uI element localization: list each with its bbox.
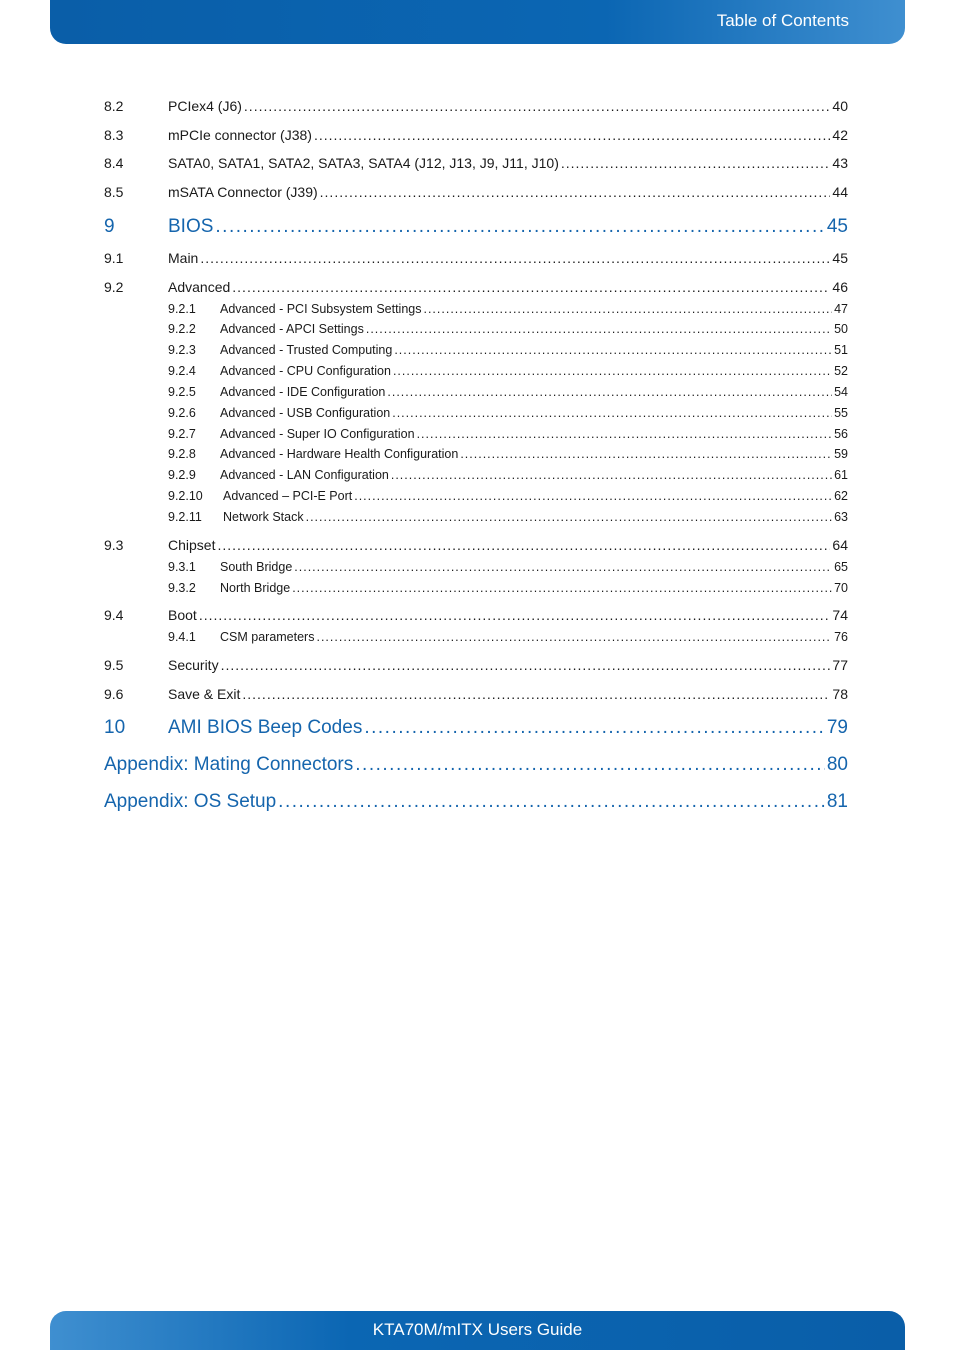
toc-title: Advanced - Hardware Health Configuration — [220, 447, 459, 461]
toc-page: 62 — [834, 489, 848, 503]
toc-entry-9-2-6[interactable] — [104, 406, 848, 420]
dot-leader — [199, 607, 831, 623]
toc-title: Advanced - IDE Configuration — [220, 385, 386, 399]
toc-number: 9.3 — [104, 537, 124, 553]
dot-leader — [393, 364, 832, 378]
footer-title: KTA70M/mITX Users Guide — [372, 1320, 583, 1339]
footer-bar — [50, 1311, 905, 1350]
toc-title: North Bridge — [220, 581, 291, 595]
toc-page: 59 — [834, 447, 848, 461]
toc-title: Network Stack — [223, 510, 304, 524]
dot-leader — [217, 537, 830, 553]
toc-entry-9-2-1[interactable] — [104, 302, 848, 316]
toc-page: 56 — [834, 427, 848, 441]
toc-entry-9-3[interactable] — [104, 537, 848, 553]
toc-entry-9-2-4[interactable] — [104, 364, 848, 378]
toc-number: 9.4 — [104, 607, 124, 623]
toc-page: 77 — [832, 657, 848, 673]
toc-entry-8-4[interactable] — [104, 155, 848, 171]
dot-leader — [200, 250, 830, 266]
toc-number: 9.1 — [104, 250, 124, 266]
toc-entry-9-2-2[interactable] — [104, 322, 848, 336]
toc-number: 10 — [104, 717, 126, 738]
toc-page: 43 — [832, 155, 848, 171]
header-title: Table of Contents — [716, 11, 849, 30]
toc-page: 40 — [832, 98, 848, 114]
toc-title: BIOS — [168, 216, 214, 237]
toc-number: 9.6 — [104, 686, 124, 702]
toc-number: 8.3 — [104, 127, 124, 143]
toc-page: 51 — [834, 343, 848, 357]
dot-leader — [316, 630, 832, 644]
toc-title: mSATA Connector (J39) — [168, 184, 318, 200]
toc-title: Chipset — [168, 537, 216, 553]
dot-leader — [355, 754, 825, 776]
toc-number: 9.2.4 — [168, 364, 196, 378]
dot-leader — [354, 489, 832, 503]
toc-page: 79 — [826, 717, 848, 738]
dot-leader — [242, 686, 830, 702]
toc-title: SATA0, SATA1, SATA2, SATA3, SATA4 (J12, J13, J9, J11, J10) — [168, 155, 559, 171]
toc-number: 9.2.10 — [168, 489, 203, 503]
toc-title: Advanced - Super IO Configuration — [220, 427, 415, 441]
toc-appendix-mating-connectors[interactable] — [104, 754, 848, 776]
toc-chapter-10[interactable] — [104, 717, 848, 739]
dot-leader — [244, 98, 831, 114]
dot-leader — [391, 468, 832, 482]
toc-appendix-os-setup[interactable] — [104, 791, 848, 813]
toc-page: 47 — [834, 302, 848, 316]
toc-page: 70 — [834, 581, 848, 595]
toc-number: 9.2.8 — [168, 447, 196, 461]
toc-number: 9.3.2 — [168, 581, 196, 595]
toc-title: Security — [168, 657, 219, 673]
toc-entry-9-2-10[interactable] — [104, 489, 848, 503]
toc-entry-8-2[interactable] — [104, 98, 848, 114]
toc-entry-9-2-11[interactable] — [104, 510, 848, 524]
dot-leader — [215, 216, 824, 238]
toc-number: 9.2.1 — [168, 302, 196, 316]
dot-leader — [232, 279, 830, 295]
toc-entry-9-2-7[interactable] — [104, 427, 848, 441]
toc-number: 9.2.11 — [168, 510, 202, 524]
dot-leader — [314, 127, 830, 143]
toc-page: 44 — [832, 184, 848, 200]
toc-number: 8.4 — [104, 155, 124, 171]
toc-entry-9-4-1[interactable] — [104, 630, 848, 644]
toc-entry-8-3[interactable] — [104, 127, 848, 143]
toc-page: 50 — [834, 322, 848, 336]
toc-number: 9.2.6 — [168, 406, 196, 420]
toc-page: 63 — [834, 510, 848, 524]
toc-page: 76 — [834, 630, 848, 644]
header-bar — [50, 0, 905, 44]
dot-leader — [292, 581, 832, 595]
toc-entry-9-3-2[interactable] — [104, 581, 848, 595]
toc-title: Appendix: OS Setup — [104, 791, 277, 812]
toc-title: Boot — [168, 607, 197, 623]
toc-entry-9-6[interactable] — [104, 686, 848, 702]
toc-page: 80 — [826, 754, 848, 775]
dot-leader — [394, 343, 832, 357]
toc-title: Advanced – PCI-E Port — [223, 489, 353, 503]
toc-page: 78 — [832, 686, 848, 702]
toc-number: 9.2 — [104, 279, 124, 295]
dot-leader — [320, 184, 831, 200]
toc-number: 8.2 — [104, 98, 124, 114]
toc-entry-9-2-3[interactable] — [104, 343, 848, 357]
toc-entry-9-2-9[interactable] — [104, 468, 848, 482]
toc-entry-9-2[interactable] — [104, 279, 848, 295]
toc-title: Advanced - APCI Settings — [220, 322, 364, 336]
toc-entry-9-2-5[interactable] — [104, 385, 848, 399]
toc-page: 74 — [832, 607, 848, 623]
toc-title: Advanced - CPU Configuration — [220, 364, 391, 378]
toc-title: Advanced - USB Configuration — [220, 406, 391, 420]
dot-leader — [392, 406, 832, 420]
toc-page: 65 — [834, 560, 848, 574]
toc-title: AMI BIOS Beep Codes — [168, 717, 363, 738]
toc-chapter-9[interactable] — [104, 216, 848, 238]
toc-entry-9-5[interactable] — [104, 657, 848, 673]
toc-number: 9.2.7 — [168, 427, 196, 441]
dot-leader — [366, 322, 832, 336]
toc-number: 9.4.1 — [168, 630, 196, 644]
toc-number: 9 — [104, 216, 115, 237]
toc-page: 55 — [834, 406, 848, 420]
toc-title: PCIex4 (J6) — [168, 98, 242, 114]
toc-number: 9.2.9 — [168, 468, 196, 482]
toc-entry-9-1[interactable] — [104, 250, 848, 266]
toc-number: 9.5 — [104, 657, 124, 673]
dot-leader — [423, 302, 832, 316]
toc-entry-9-3-1[interactable] — [104, 560, 848, 574]
dot-leader — [294, 560, 832, 574]
dot-leader — [561, 155, 831, 171]
toc-entry-8-5[interactable] — [104, 184, 848, 200]
toc-title: mPCIe connector (J38) — [168, 127, 312, 143]
dot-leader — [306, 510, 833, 524]
toc-title: Advanced - Trusted Computing — [220, 343, 393, 357]
dot-leader — [417, 427, 833, 441]
toc-page: 45 — [826, 216, 848, 237]
toc-number: 9.2.5 — [168, 385, 196, 399]
toc-title: Advanced - LAN Configuration — [220, 468, 389, 482]
toc-page: 54 — [834, 385, 848, 399]
dot-leader — [387, 385, 832, 399]
toc-number: 9.2.3 — [168, 343, 196, 357]
toc-title: Advanced - PCI Subsystem Settings — [220, 302, 422, 316]
toc-entry-9-4[interactable] — [104, 607, 848, 623]
toc-title: South Bridge — [220, 560, 293, 574]
toc-number: 8.5 — [104, 184, 124, 200]
dot-leader — [221, 657, 831, 673]
toc-page: 45 — [832, 250, 848, 266]
toc-page: 52 — [834, 364, 848, 378]
toc-page: 64 — [832, 537, 848, 553]
toc-number: 9.3.1 — [168, 560, 196, 574]
toc-page: 81 — [826, 791, 848, 812]
toc-title: CSM parameters — [220, 630, 315, 644]
dot-leader — [460, 447, 832, 461]
toc-title: Save & Exit — [168, 686, 241, 702]
dot-leader — [364, 717, 825, 739]
toc-page: 61 — [834, 468, 848, 482]
toc-entry-9-2-8[interactable] — [104, 447, 848, 461]
dot-leader — [278, 791, 825, 813]
toc-title: Main — [168, 250, 199, 266]
toc-number: 9.2.2 — [168, 322, 196, 336]
toc-page: 46 — [832, 279, 848, 295]
toc-title: Appendix: Mating Connectors — [104, 754, 354, 775]
toc-title: Advanced — [168, 279, 231, 295]
toc-page: 42 — [832, 127, 848, 143]
